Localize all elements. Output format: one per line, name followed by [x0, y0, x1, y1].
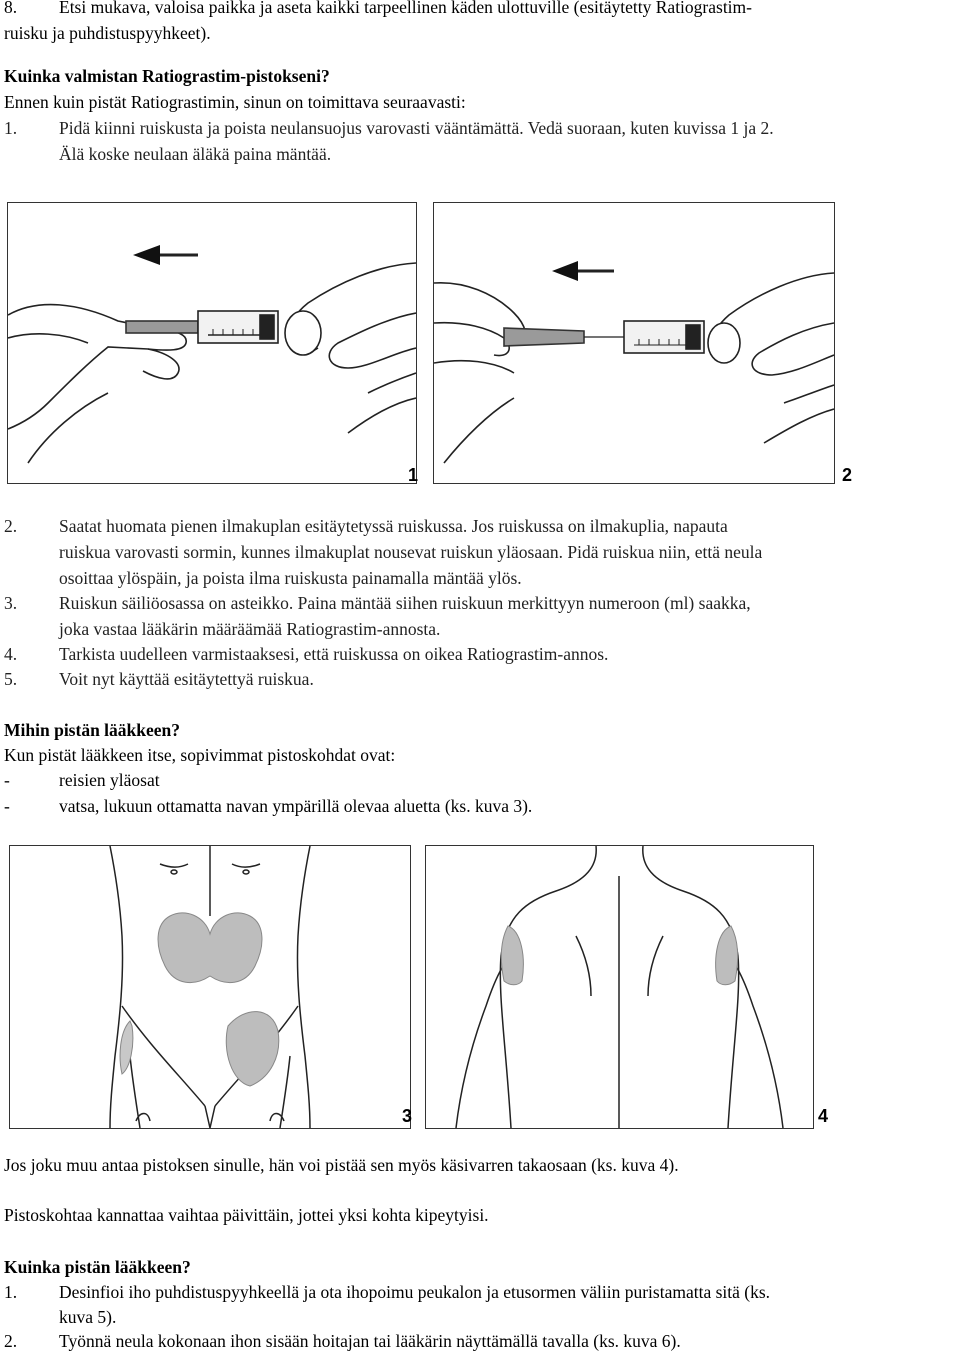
figure-4-number: 4 [818, 1106, 829, 1126]
prep-item1-line1: Pidä kiinni ruiskusta ja poista neulansuojus varovasti vääntämättä. Vedä suoraan, kuten kuvissa 1 ja 2. [59, 118, 774, 138]
inject-item1-number: 1. [4, 1282, 18, 1302]
prep-item3-line1: Ruiskun säiliöosassa on asteikko. Paina mäntää siihen ruiskuun merkittyyn numeroon (ml) saakka, [59, 593, 751, 613]
prep-item2-number: 2. [4, 516, 18, 536]
prep-item3-number: 3. [4, 593, 18, 613]
prep-item5-line1: Voit nyt käyttää esitäytettyä ruiskua. [59, 669, 314, 689]
figure-1-number: 1 [408, 465, 419, 485]
prep-item2-line2: ruiskua varovasti sormin, kunnes ilmakuplat nousevat ruiskun yläosaan. Pidä ruiskua niin, että neula [59, 542, 763, 562]
prep-item2-line1: Saatat huomata pienen ilmakuplan esitäytetyssä ruiskussa. Jos ruiskussa on ilmakuplia, napauta [59, 516, 728, 536]
prep-item3-line2: joka vastaa lääkärin määräämää Ratiograstim-annosta. [59, 619, 441, 639]
site-rotate: Pistoskohtaa kannattaa vaihtaa päivittäin, jottei yksi kohta kipeytyisi. [4, 1205, 489, 1225]
figure-1-syringe-cap-removal [7, 202, 417, 484]
prep-item1-number: 1. [4, 118, 18, 138]
prep-item1-line2: Älä koske neulaan äläkä paina mäntää. [59, 144, 332, 164]
inject-item2-line1: Työnnä neula kokonaan ihon sisään hoitajan tai lääkärin näyttämällä tavalla (ks. kuva 6). [59, 1331, 681, 1351]
inject-heading: Kuinka pistän lääkkeen? [4, 1257, 191, 1277]
prep-item5-number: 5. [4, 669, 18, 689]
site-other-person: Jos joku muu antaa pistoksen sinulle, hän voi pistää sen myös käsivarren takaosaan (ks. kuva 4). [4, 1155, 679, 1175]
site-intro: Kun pistät lääkkeen itse, sopivimmat pistoskohdat ovat: [4, 745, 396, 765]
figure-2-number: 2 [842, 465, 853, 485]
prep-item4-number: 4. [4, 644, 18, 664]
site-bullet2-dash: - [4, 796, 10, 816]
step8-line2: ruisku ja puhdistuspyyhkeet). [4, 23, 211, 43]
site-bullet1-text: reisien yläosat [59, 770, 160, 790]
prep-intro: Ennen kuin pistät Ratiograstimin, sinun on toimittava seuraavasti: [4, 92, 466, 112]
site-heading: Mihin pistän lääkkeen? [4, 720, 181, 740]
site-bullet1-dash: - [4, 770, 10, 790]
prep-item2-line3: osoittaa ylöspäin, ja poista ilma ruiskusta painamalla mäntää ylös. [59, 568, 522, 588]
figure-2-syringe-cap-removed [433, 202, 835, 484]
prep-item4-line1: Tarkista uudelleen varmistaaksesi, että ruiskussa on oikea Ratiograstim-annos. [59, 644, 609, 664]
inject-item1-line1: Desinfioi iho puhdistuspyyhkeellä ja ota ihopoimu peukalon ja etusormen väliin puristamatta sitä (ks. [59, 1282, 771, 1302]
step8-number: 8. [4, 0, 18, 17]
figure-4-back-arm-sites [425, 845, 814, 1129]
figure-3-number: 3 [402, 1106, 413, 1126]
prep-heading: Kuinka valmistan Ratiograstim-pistokseni? [4, 66, 330, 86]
inject-item1-line2: kuva 5). [59, 1307, 117, 1327]
inject-item2-number: 2. [4, 1331, 18, 1351]
site-bullet2-text: vatsa, lukuun ottamatta navan ympärillä olevaa aluetta (ks. kuva 3). [59, 796, 533, 816]
step8-line1: Etsi mukava, valoisa paikka ja aseta kaikki tarpeellinen käden ulottuville (esitäytetty Ratiograstim- [59, 0, 752, 17]
figure-3-front-body-sites [9, 845, 411, 1129]
